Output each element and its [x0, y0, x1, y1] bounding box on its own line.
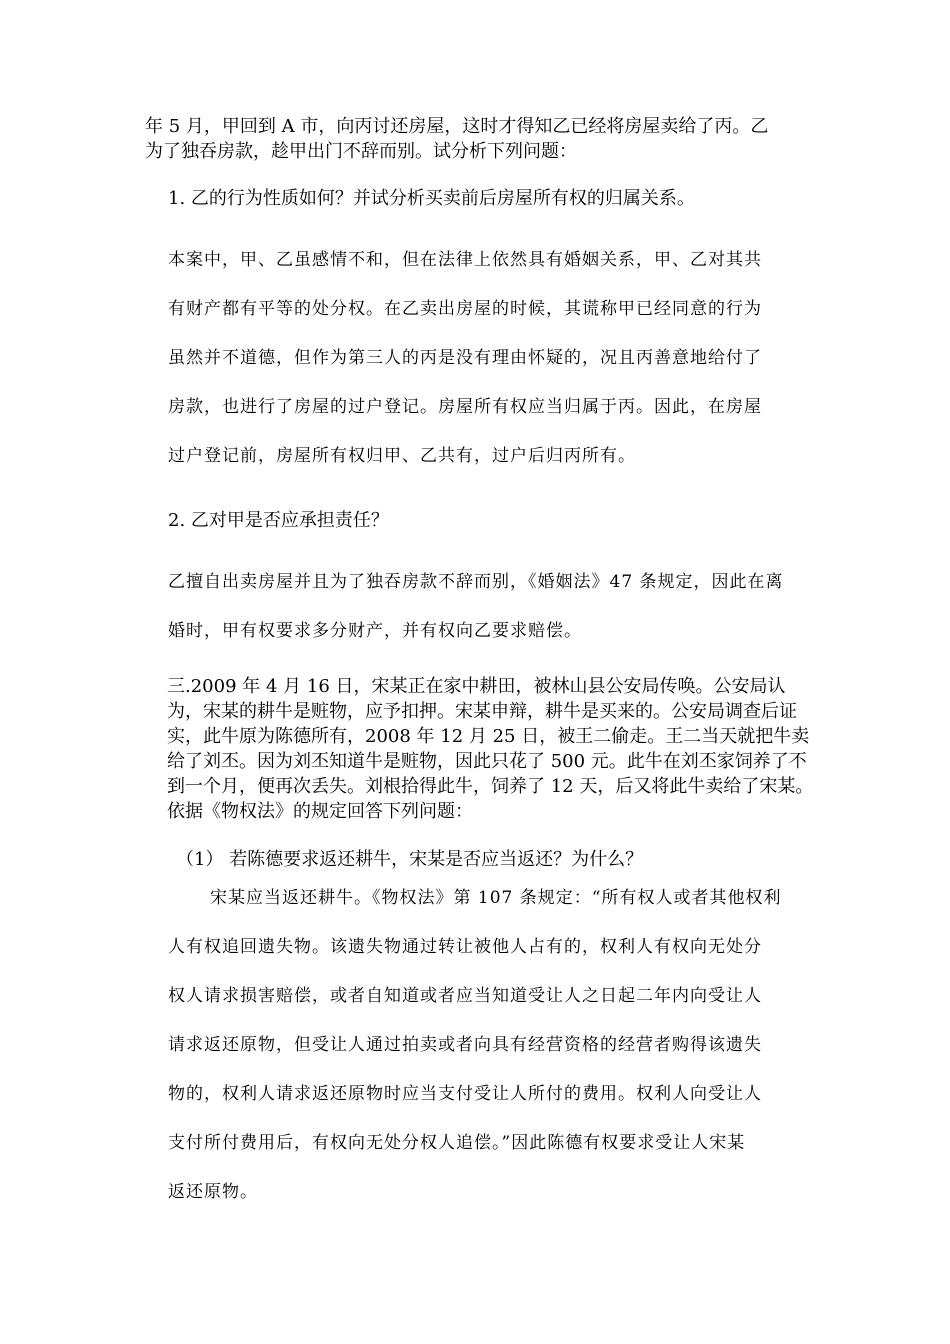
answer-2: [168, 558, 808, 656]
intro-paragraph: [145, 114, 807, 164]
case-3-line: 依据《物权法》的规定回答下列问题：: [167, 801, 473, 822]
answer-3-line: 宋某应当返还耕牛。《物权法》第 107 条规定：“所有权人或者其他权利: [210, 888, 782, 908]
answer-1-line: 本案中，甲、乙虽感情不和，但在法律上依然具有婚姻关系，甲、乙对其共: [168, 250, 762, 270]
case-3-line: 给了刘丕。因为刘丕知道牛是赃物，因此只花了 500 元。此牛在刘丕家饲养了不: [167, 751, 807, 772]
answer-3-line: 支付所付费用后，有权向无处分权人追偿。”因此陈德有权要求受让人宋某: [168, 1133, 746, 1153]
intro-line: 为了独吞房款，趁甲出门不辞而别。试分析下列问题：: [145, 141, 577, 162]
answer-1-line: 过户登记前，房屋所有权归甲、乙共有，过户后归丙所有。: [168, 446, 636, 466]
case-3-paragraph: [145, 674, 814, 824]
case-3-line: 三.2009 年 4 月 16 日，宋某正在家中耕田，被林山县公安局传唤。公安局认: [167, 676, 786, 697]
answer-1: [168, 236, 808, 481]
answer-3-line: 人有权追回遗失物。该遗失物通过转让被他人占有的，权利人有权向无处分: [168, 937, 762, 957]
case-3-line: 实，此牛原为陈德所有，2008 年 12 月 25 日，被王二偷走。王二当天就把牛卖: [167, 726, 810, 747]
question-3: （1） 若陈德要求返还耕牛，宋某是否应当返还？为什么？: [176, 849, 644, 870]
answer-2-line: 乙擅自出卖房屋并且为了独吞房款不辞而别，《婚姻法》47 条规定，因此在离: [168, 572, 784, 592]
answer-3-line: 返还原物。: [168, 1182, 258, 1202]
answer-1-line: 有财产都有平等的处分权。在乙卖出房屋的时候，其谎称甲已经同意的行为: [168, 299, 762, 319]
case-3-line: 到一个月，便再次丢失。刘根拾得此牛，饲养了 12 天，后又将此牛卖给了宋某。: [167, 776, 814, 797]
answer-1-line: 虽然并不道德，但作为第三人的丙是没有理由怀疑的，况且丙善意地给付了: [168, 348, 762, 368]
answer-3-line: 物的，权利人请求返还原物时应当支付受让人所付的费用。权利人向受让人: [168, 1084, 762, 1104]
answer-3-line: 权人请求损害赔偿，或者自知道或者应当知道受让人之日起二年内向受让人: [168, 986, 762, 1006]
answer-3-line: 请求返还原物，但受让人通过拍卖或者向具有经营资格的经营者购得该遗失: [168, 1035, 762, 1055]
question-2: 2. 乙对甲是否应承担责任？: [168, 510, 389, 531]
intro-line: 年 5 月，甲回到 A 市，向丙讨还房屋，这时才得知乙已经将房屋卖给了丙。乙: [145, 116, 769, 137]
question-1: 1. 乙的行为性质如何？并试分析买卖前后房屋所有权的归属关系。: [168, 188, 695, 209]
answer-3: [168, 874, 808, 1217]
answer-1-line: 房款，也进行了房屋的过户登记。房屋所有权应当归属于丙。因此，在房屋: [168, 397, 762, 417]
answer-2-line: 婚时，甲有权要求多分财产，并有权向乙要求赔偿。: [168, 621, 582, 641]
case-3-line: 为，宋某的耕牛是赃物，应予扣押。宋某申辩，耕牛是买来的。公安局调查后证: [167, 701, 797, 722]
